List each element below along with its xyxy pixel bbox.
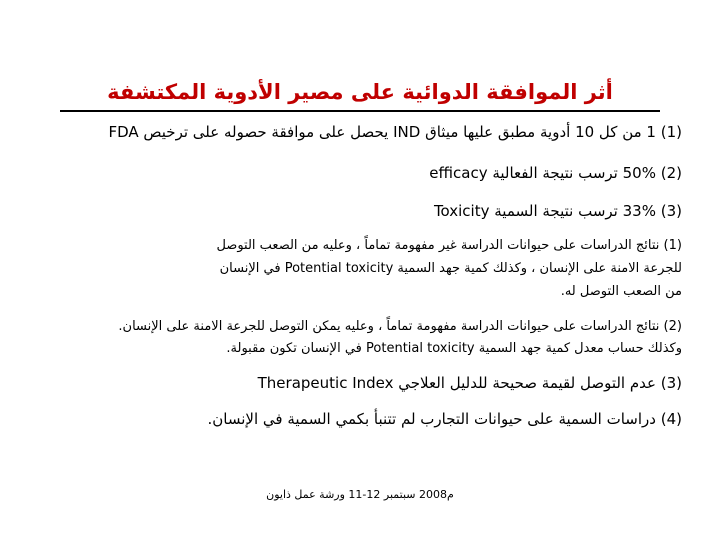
reason-1-line-1: (1) نتائج الدراسات على حيوانات الدراسة غير مفهومة تماماً ، وعليه من الصعب التوصل [216,238,682,253]
slide-footer: م2008 سبتمبر 12-11 ورشة عمل ذايون [266,488,454,501]
point-2: (2) 50% ترسب نتيجة الفعالية efficacy [429,164,682,182]
point-3: (3) 33% ترسب نتيجة السمية Toxicity [433,202,682,220]
slide-title: أثر الموافقة الدوائية على مصير الأدوية المكتشفة [107,80,613,104]
reason-2-line-2: وكذلك حساب معدل كمية جهد السمية Potential toxicity في الإنسان تكون مقبولة. [226,341,682,356]
reason-1-line-2: للجرعة الامنة على الإنسان ، وكذلك كمية جهد السمية Potential toxicity في الإنسان [219,261,682,276]
reason-4: (4) دراسات السمية على حيوانات التجارب لم تتنبأ بكمي السمية في الإنسان. [207,410,682,428]
point-1: (1) 1 من كل 10 أدوية مطبق عليها ميثاق IND يحصل على موافقة حصوله على ترخيص FDA [108,123,682,141]
reason-2-line-1: (2) نتائج الدراسات على حيوانات الدراسة مفهومة تماماً ، وعليه يمكن التوصل للجرعة الامنة على الإنسان. [118,319,682,334]
reason-1-line-3: من الصعب التوصل له. [560,284,682,299]
reason-3: (3) عدم التوصل لقيمة صحيحة للدليل العلاجي Therapeutic Index [257,374,682,392]
title-divider [60,110,660,112]
